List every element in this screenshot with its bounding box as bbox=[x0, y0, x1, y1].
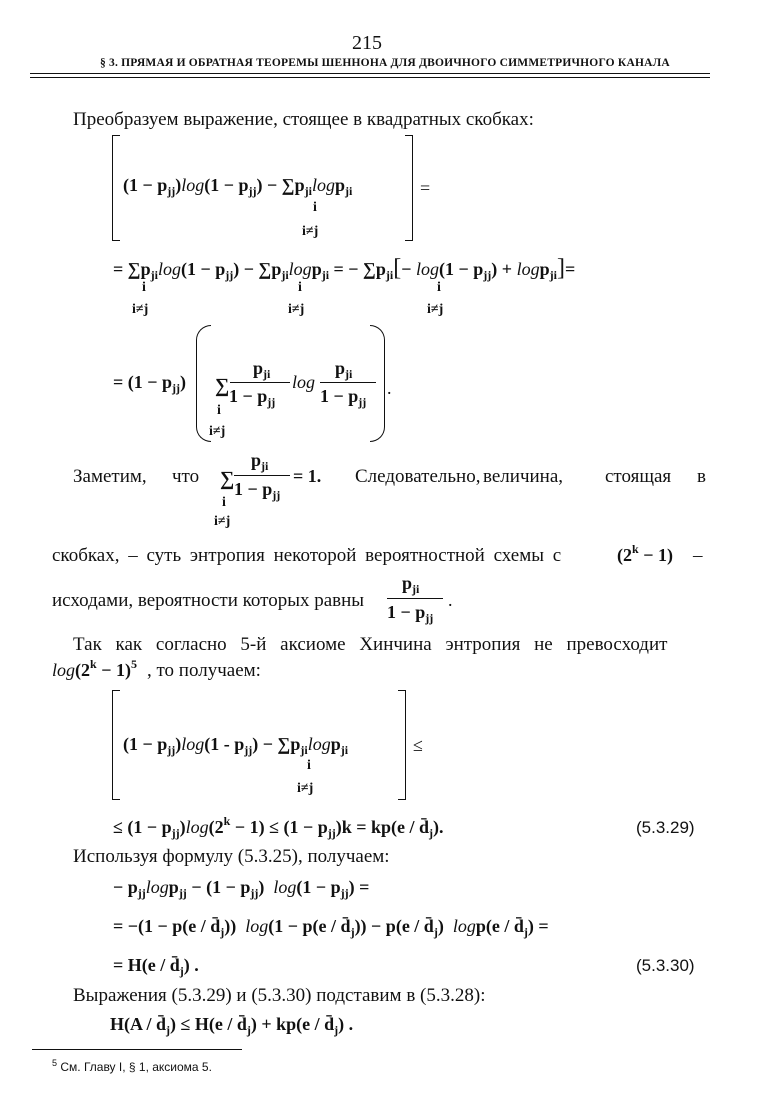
sum-index-i-neq-j: i≠j bbox=[209, 424, 226, 439]
fraction-bar bbox=[387, 598, 443, 599]
sum-index-i: i bbox=[217, 403, 221, 418]
expansion-line: = $\sum p_{ji}\log(1 - p_{jj}) - \sum p_{ji}\log p_{ji}$ = − $\sum p_{ji}[- \log(1 - p_{jj}) + \log p_{ji}]=$ bbox=[113, 255, 576, 282]
fraction-numerator: $p_{ji}$ bbox=[335, 358, 353, 381]
equation-line: = $-(1 - p(e / d̄_j))$ $\log(1 - p(e / d̄_j)) - p(e$ / $d̄_j$) $\log p(e / d̄_j)$ = bbox=[113, 916, 549, 939]
paragraph-expressions: Выражения (5.3.29) и (5.3.30) подставим в (5.3.28): bbox=[73, 985, 486, 1006]
sum-index-i-neq-j: i≠j bbox=[297, 781, 314, 796]
sum-index-i: i bbox=[313, 200, 317, 215]
equation-line: = $H(e / d̄_j)$ . bbox=[113, 955, 199, 978]
note-word: стоящая bbox=[605, 466, 672, 487]
paragraph-using: Используя формулу (5.3.25), получаем: bbox=[73, 846, 390, 867]
paragraph-khinchin-tail: , то получаем: bbox=[147, 660, 261, 681]
equation-number: (5.3.29) bbox=[636, 818, 695, 837]
note-word: что bbox=[172, 466, 200, 487]
log-operator: log bbox=[292, 372, 316, 392]
footnote-text: См. Главу I, § 1, аксиома 5. bbox=[60, 1060, 212, 1074]
sum-index-i: i bbox=[307, 758, 311, 773]
running-title: § 3. ПРЯМАЯ И ОБРАТНАЯ ТЕОРЕМЫ ШЕННОНА ДЛЯ ДВОИЧНОГО СИММЕТРИЧНОГО КАНАЛА bbox=[100, 57, 670, 69]
note-word: величина, bbox=[483, 466, 564, 487]
entropy-bound: $\log(2^k - 1)^5$ bbox=[52, 657, 137, 680]
note-word: Заметим, bbox=[73, 466, 147, 487]
final-inequality: $H(A / d̄_j) \le H(e$ / $d̄_j) + kp(e$ / $d̄_j$) . bbox=[110, 1014, 354, 1037]
fraction-numerator: $p_{ji}$ bbox=[402, 573, 420, 596]
fraction-bar bbox=[230, 382, 290, 383]
fraction-numerator: $p_{ji}$ bbox=[253, 358, 271, 381]
sum-sign: ∑ bbox=[220, 468, 235, 490]
right-square-bracket bbox=[398, 690, 406, 800]
less-equal-sign: ≤ bbox=[413, 735, 423, 755]
equation-number: (5.3.30) bbox=[636, 956, 695, 975]
fraction-bar bbox=[234, 475, 290, 476]
sum-index-i-neq-j: i≠j bbox=[214, 514, 231, 529]
right-parenthesis bbox=[370, 325, 385, 442]
factored-expression: = $(1 - p_{jj})$ bbox=[113, 372, 187, 395]
footnote-mark: 5 bbox=[52, 1058, 58, 1068]
fraction-bar bbox=[320, 382, 376, 383]
sum-index-i-neq-j: i≠j bbox=[427, 302, 444, 317]
footnote bbox=[52, 1060, 212, 1074]
paragraph-outcomes: исходами, вероятности которых равны bbox=[52, 590, 365, 611]
equals-one: = 1. bbox=[293, 466, 322, 486]
fraction-denominator: $1 - p_{jj}$ bbox=[320, 386, 367, 409]
dash: – bbox=[693, 545, 703, 566]
sum-index-i: i bbox=[437, 280, 441, 295]
outcome-count: $(2^k - 1)$ bbox=[617, 542, 673, 565]
bracket-expression: $(1 - p_{jj})\log(1 - p_{jj}) - \sum p_{ji}\log p_{ji}$ bbox=[123, 175, 353, 198]
period: . bbox=[387, 378, 392, 398]
equation-line: − $p_{jj}\log p_{jj} - (1 - p_{jj}) \log(1 - p_{jj})$ = bbox=[113, 877, 370, 900]
fraction-denominator: $1 - p_{jj}$ bbox=[234, 479, 281, 502]
page-number: 215 bbox=[352, 32, 382, 54]
fraction-denominator: $1 - p_{jj}$ bbox=[387, 602, 434, 625]
note-word: Следовательно, bbox=[355, 466, 481, 487]
fraction-denominator: $1 - p_{jj}$ bbox=[229, 386, 276, 409]
inequality-line: ≤ $(1 - p_{jj})\log(2^k - 1) \le (1 - p_{jj})k = kp(e$ / $d̄_j$). bbox=[113, 814, 444, 840]
sum-index-i-neq-j: i≠j bbox=[288, 302, 305, 317]
bracket-expression: $(1 - p_{jj})\log(1 - p_{jj}) - \sum p_{ji}\log p_{ji}$ bbox=[123, 734, 349, 757]
right-square-bracket bbox=[405, 135, 413, 241]
sum-index-i: i bbox=[142, 280, 146, 295]
header-rule-bottom bbox=[30, 77, 710, 78]
note-word: в bbox=[697, 466, 706, 487]
sum-sign: ∑ bbox=[215, 375, 230, 397]
fraction-numerator: $p_{ji}$ bbox=[251, 450, 269, 473]
sum-index-i-neq-j: i≠j bbox=[302, 224, 319, 239]
sum-index-i: i bbox=[222, 495, 226, 510]
sum-index-i-neq-j: i≠j bbox=[132, 302, 149, 317]
paragraph-entropy: скобках, – суть энтропия некоторой вероятностной схемы с bbox=[52, 545, 562, 566]
left-square-bracket bbox=[112, 135, 120, 241]
sum-index-i: i bbox=[298, 280, 302, 295]
equals-sign: = bbox=[420, 178, 431, 198]
left-square-bracket bbox=[112, 690, 120, 800]
paragraph-intro: Преобразуем выражение, стоящее в квадратных скобках: bbox=[73, 109, 534, 130]
footnote-rule bbox=[32, 1049, 242, 1050]
header-rule-top bbox=[30, 73, 710, 74]
period: . bbox=[448, 590, 453, 610]
paragraph-khinchin: Так как согласно 5-й аксиоме Хинчина энтропия не превосходит bbox=[73, 634, 668, 655]
